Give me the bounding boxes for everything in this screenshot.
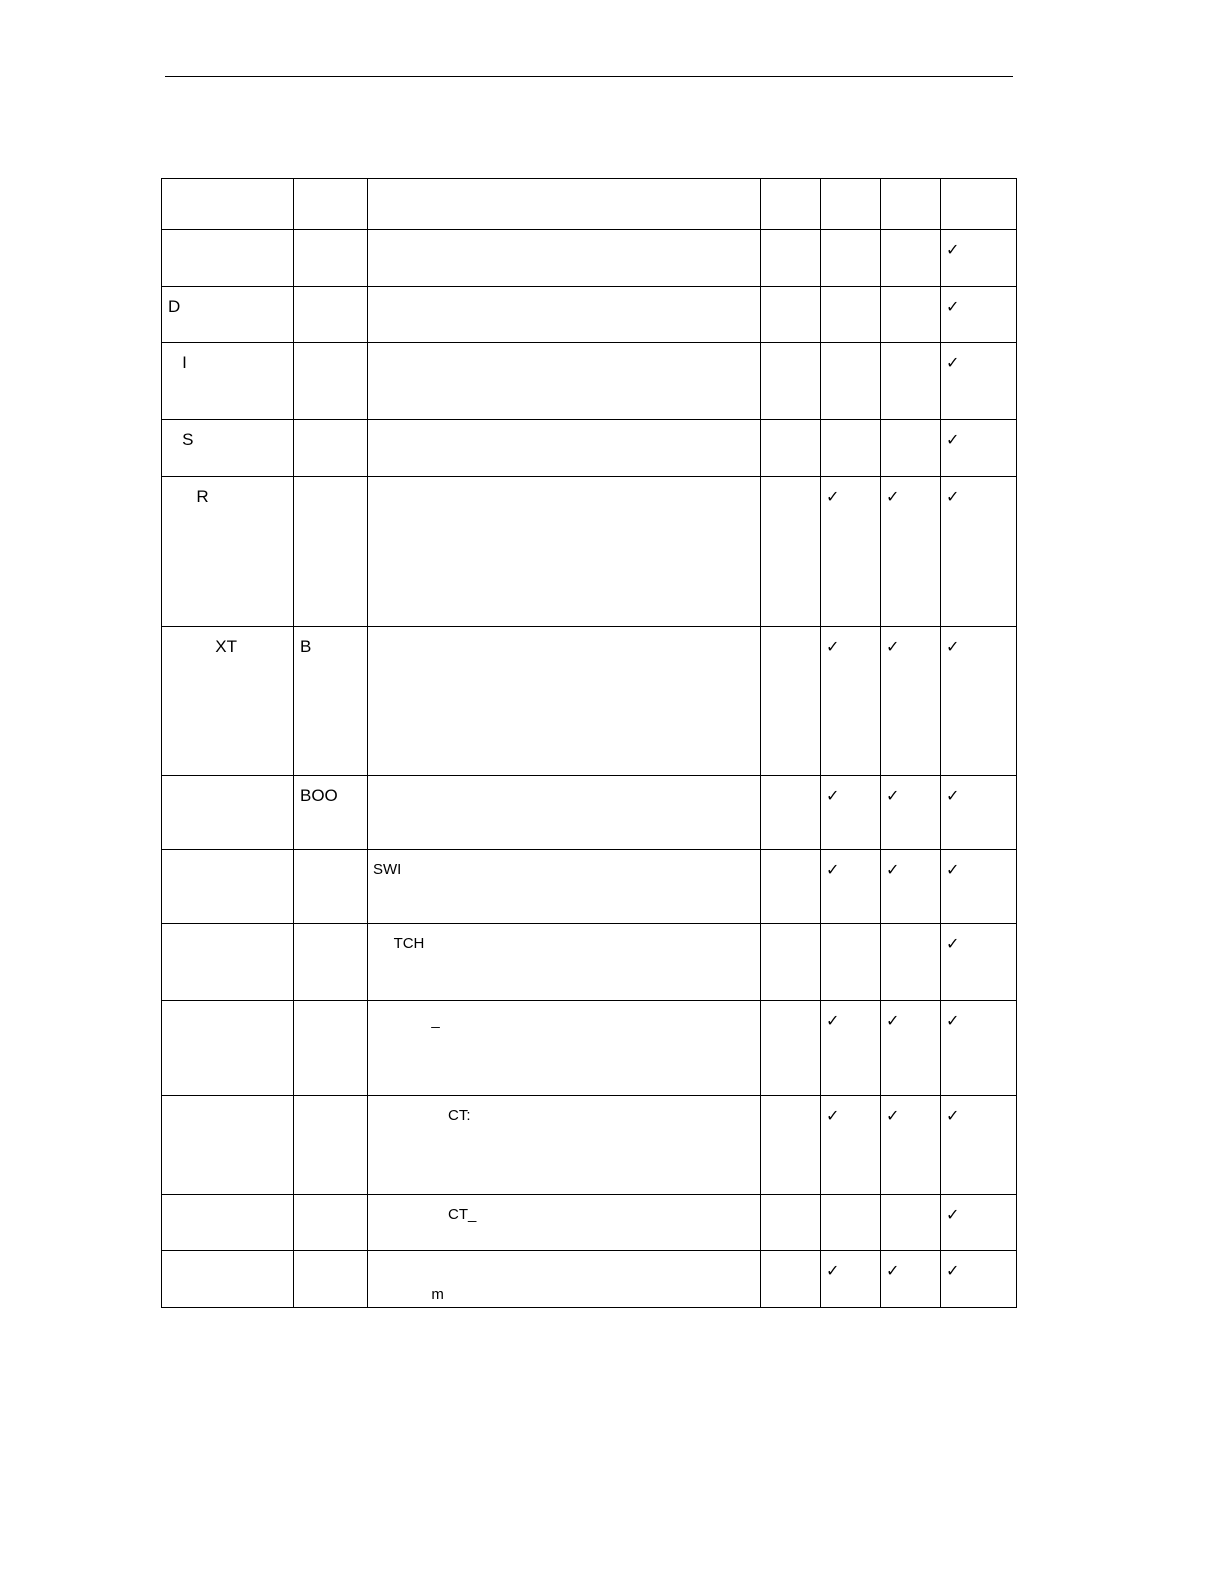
support-cell-c1 bbox=[761, 343, 821, 420]
checkmark-icon: ✓ bbox=[886, 637, 900, 656]
header-label bbox=[881, 179, 940, 189]
checkmark-icon: ✓ bbox=[946, 430, 960, 449]
table-row bbox=[162, 924, 1017, 1001]
type-text bbox=[294, 1001, 367, 1011]
header-label bbox=[761, 179, 820, 189]
support-cell-c3 bbox=[881, 230, 941, 287]
checkmark-icon: ✓ bbox=[826, 1106, 840, 1125]
header-cell bbox=[368, 179, 761, 230]
description-cell bbox=[368, 230, 761, 287]
support-cell-c4 bbox=[941, 287, 1017, 343]
support-cell-c1 bbox=[761, 1251, 821, 1308]
name-cell bbox=[162, 343, 294, 420]
header-cell bbox=[941, 179, 1017, 230]
checkmark-icon: ✓ bbox=[886, 860, 900, 879]
table-row bbox=[162, 287, 1017, 343]
description-cell bbox=[368, 924, 761, 1001]
support-cell-c2 bbox=[821, 230, 881, 287]
support-cell-c4 bbox=[941, 1251, 1017, 1308]
table-row bbox=[162, 1001, 1017, 1096]
support-cell-c4 bbox=[941, 230, 1017, 287]
type-cell bbox=[294, 924, 368, 1001]
checkmark-icon: ✓ bbox=[946, 1205, 960, 1224]
type-cell bbox=[294, 1096, 368, 1195]
type-text bbox=[294, 1251, 367, 1261]
checkmark-icon: ✓ bbox=[946, 297, 960, 316]
description-cell bbox=[368, 776, 761, 850]
support-cell-c4 bbox=[941, 420, 1017, 477]
type-cell bbox=[294, 420, 368, 477]
description-text: TCH bbox=[373, 935, 425, 952]
checkmark-icon: ✓ bbox=[826, 860, 840, 879]
type-text bbox=[294, 850, 367, 860]
type-cell bbox=[294, 1195, 368, 1251]
support-cell-c4 bbox=[941, 776, 1017, 850]
spec-table bbox=[161, 178, 1017, 1308]
header-label bbox=[162, 179, 293, 189]
support-cell-c2 bbox=[821, 1195, 881, 1251]
description-text: _ bbox=[373, 1012, 440, 1029]
support-cell-c4 bbox=[941, 1195, 1017, 1251]
checkmark-icon: ✓ bbox=[826, 637, 840, 656]
checkmark-icon: ✓ bbox=[826, 487, 840, 506]
table-row bbox=[162, 1195, 1017, 1251]
checkmark-icon: ✓ bbox=[886, 1106, 900, 1125]
checkmark-icon: ✓ bbox=[946, 1261, 960, 1280]
description-cell bbox=[368, 1195, 761, 1251]
name-text bbox=[162, 1096, 293, 1106]
support-cell-c1 bbox=[761, 477, 821, 627]
support-cell-c1 bbox=[761, 627, 821, 776]
type-cell bbox=[294, 343, 368, 420]
support-cell-c3 bbox=[881, 1096, 941, 1195]
type-text: B bbox=[300, 637, 312, 656]
support-cell-c1 bbox=[761, 924, 821, 1001]
checkmark-icon: ✓ bbox=[946, 240, 960, 259]
type-cell bbox=[294, 230, 368, 287]
name-text: XT bbox=[168, 637, 237, 656]
support-cell-c3 bbox=[881, 1195, 941, 1251]
name-text bbox=[162, 230, 293, 240]
support-cell-c3 bbox=[881, 477, 941, 627]
support-cell-c1 bbox=[761, 230, 821, 287]
name-cell bbox=[162, 776, 294, 850]
type-cell bbox=[294, 776, 368, 850]
type-text bbox=[294, 924, 367, 934]
name-cell bbox=[162, 850, 294, 924]
type-text bbox=[294, 1195, 367, 1205]
name-cell bbox=[162, 1251, 294, 1308]
checkmark-icon: ✓ bbox=[886, 1261, 900, 1280]
description-cell bbox=[368, 850, 761, 924]
type-text bbox=[294, 477, 367, 487]
support-cell-c1 bbox=[761, 850, 821, 924]
support-cell-c1 bbox=[761, 1001, 821, 1096]
description-text bbox=[368, 627, 760, 637]
support-cell-c3 bbox=[881, 627, 941, 776]
name-text bbox=[162, 924, 293, 934]
table-row bbox=[162, 1251, 1017, 1308]
header-label bbox=[941, 179, 1016, 189]
description-cell bbox=[368, 477, 761, 627]
checkmark-icon: ✓ bbox=[886, 487, 900, 506]
support-cell-c4 bbox=[941, 477, 1017, 627]
description-text bbox=[368, 477, 760, 487]
support-cell-c2 bbox=[821, 627, 881, 776]
support-cell-c4 bbox=[941, 850, 1017, 924]
description-text bbox=[368, 343, 760, 353]
description-cell bbox=[368, 287, 761, 343]
support-cell-c2 bbox=[821, 287, 881, 343]
checkmark-icon: ✓ bbox=[946, 353, 960, 372]
support-cell-c3 bbox=[881, 924, 941, 1001]
name-text bbox=[162, 1251, 293, 1261]
header-label bbox=[368, 179, 760, 189]
support-cell-c2 bbox=[821, 420, 881, 477]
name-cell bbox=[162, 627, 294, 776]
checkmark-icon: ✓ bbox=[886, 1011, 900, 1030]
support-cell-c3 bbox=[881, 343, 941, 420]
support-cell-c2 bbox=[821, 924, 881, 1001]
type-text bbox=[294, 287, 367, 297]
name-cell bbox=[162, 477, 294, 627]
table-row bbox=[162, 1096, 1017, 1195]
name-cell bbox=[162, 420, 294, 477]
support-cell-c2 bbox=[821, 776, 881, 850]
support-cell-c2 bbox=[821, 1096, 881, 1195]
support-cell-c3 bbox=[881, 287, 941, 343]
support-cell-c1 bbox=[761, 420, 821, 477]
table-row bbox=[162, 776, 1017, 850]
name-text bbox=[162, 850, 293, 860]
support-cell-c3 bbox=[881, 1251, 941, 1308]
header-row bbox=[162, 179, 1017, 230]
name-cell bbox=[162, 1096, 294, 1195]
description-text: CT: bbox=[373, 1107, 471, 1124]
support-cell-c2 bbox=[821, 850, 881, 924]
table-row bbox=[162, 850, 1017, 924]
name-text: S bbox=[168, 430, 194, 449]
name-cell bbox=[162, 924, 294, 1001]
type-text bbox=[294, 420, 367, 430]
table-row bbox=[162, 343, 1017, 420]
table-row bbox=[162, 627, 1017, 776]
description-cell bbox=[368, 627, 761, 776]
header-cell bbox=[881, 179, 941, 230]
support-cell-c3 bbox=[881, 1001, 941, 1096]
description-text bbox=[368, 420, 760, 430]
header-label bbox=[294, 179, 367, 189]
support-cell-c1 bbox=[761, 287, 821, 343]
type-text bbox=[294, 343, 367, 353]
support-cell-c2 bbox=[821, 1251, 881, 1308]
description-text: m bbox=[373, 1286, 444, 1303]
support-cell-c1 bbox=[761, 1195, 821, 1251]
name-cell bbox=[162, 1001, 294, 1096]
type-cell bbox=[294, 850, 368, 924]
description-cell bbox=[368, 420, 761, 477]
type-text bbox=[294, 230, 367, 240]
support-cell-c3 bbox=[881, 850, 941, 924]
checkmark-icon: ✓ bbox=[946, 786, 960, 805]
header-cell bbox=[294, 179, 368, 230]
type-cell bbox=[294, 1251, 368, 1308]
type-text bbox=[294, 1096, 367, 1106]
header-cell bbox=[162, 179, 294, 230]
support-cell-c2 bbox=[821, 1001, 881, 1096]
table-row bbox=[162, 477, 1017, 627]
checkmark-icon: ✓ bbox=[826, 786, 840, 805]
description-cell bbox=[368, 343, 761, 420]
header-cell bbox=[821, 179, 881, 230]
checkmark-icon: ✓ bbox=[946, 1011, 960, 1030]
support-cell-c4 bbox=[941, 1096, 1017, 1195]
checkmark-icon: ✓ bbox=[886, 786, 900, 805]
support-cell-c2 bbox=[821, 343, 881, 420]
description-cell bbox=[368, 1251, 761, 1308]
support-cell-c4 bbox=[941, 627, 1017, 776]
name-text: D bbox=[168, 297, 181, 316]
support-cell-c4 bbox=[941, 1001, 1017, 1096]
support-cell-c1 bbox=[761, 1096, 821, 1195]
type-cell bbox=[294, 1001, 368, 1096]
support-cell-c1 bbox=[761, 776, 821, 850]
table-row bbox=[162, 230, 1017, 287]
checkmark-icon: ✓ bbox=[946, 934, 960, 953]
header-rule bbox=[165, 76, 1013, 77]
checkmark-icon: ✓ bbox=[946, 637, 960, 656]
checkmark-icon: ✓ bbox=[946, 487, 960, 506]
type-cell bbox=[294, 477, 368, 627]
name-text: R bbox=[168, 487, 209, 506]
description-text bbox=[368, 776, 760, 786]
support-cell-c3 bbox=[881, 776, 941, 850]
name-cell bbox=[162, 230, 294, 287]
description-text bbox=[368, 287, 760, 297]
name-text bbox=[162, 1001, 293, 1011]
support-cell-c2 bbox=[821, 477, 881, 627]
description-text bbox=[368, 230, 760, 240]
description-text: CT_ bbox=[373, 1206, 477, 1223]
checkmark-icon: ✓ bbox=[946, 1106, 960, 1125]
checkmark-icon: ✓ bbox=[826, 1011, 840, 1030]
name-text: I bbox=[168, 353, 187, 372]
type-cell bbox=[294, 627, 368, 776]
name-text bbox=[162, 776, 293, 786]
table-row bbox=[162, 420, 1017, 477]
description-cell bbox=[368, 1001, 761, 1096]
support-cell-c3 bbox=[881, 420, 941, 477]
name-cell bbox=[162, 1195, 294, 1251]
checkmark-icon: ✓ bbox=[826, 1261, 840, 1280]
support-cell-c4 bbox=[941, 924, 1017, 1001]
name-text bbox=[162, 1195, 293, 1205]
header-label bbox=[821, 179, 880, 189]
description-cell bbox=[368, 1096, 761, 1195]
checkmark-icon: ✓ bbox=[946, 860, 960, 879]
type-cell bbox=[294, 287, 368, 343]
type-text: BOO bbox=[300, 786, 338, 805]
name-cell bbox=[162, 287, 294, 343]
support-cell-c4 bbox=[941, 343, 1017, 420]
description-text: SWI bbox=[373, 861, 402, 878]
header-cell bbox=[761, 179, 821, 230]
